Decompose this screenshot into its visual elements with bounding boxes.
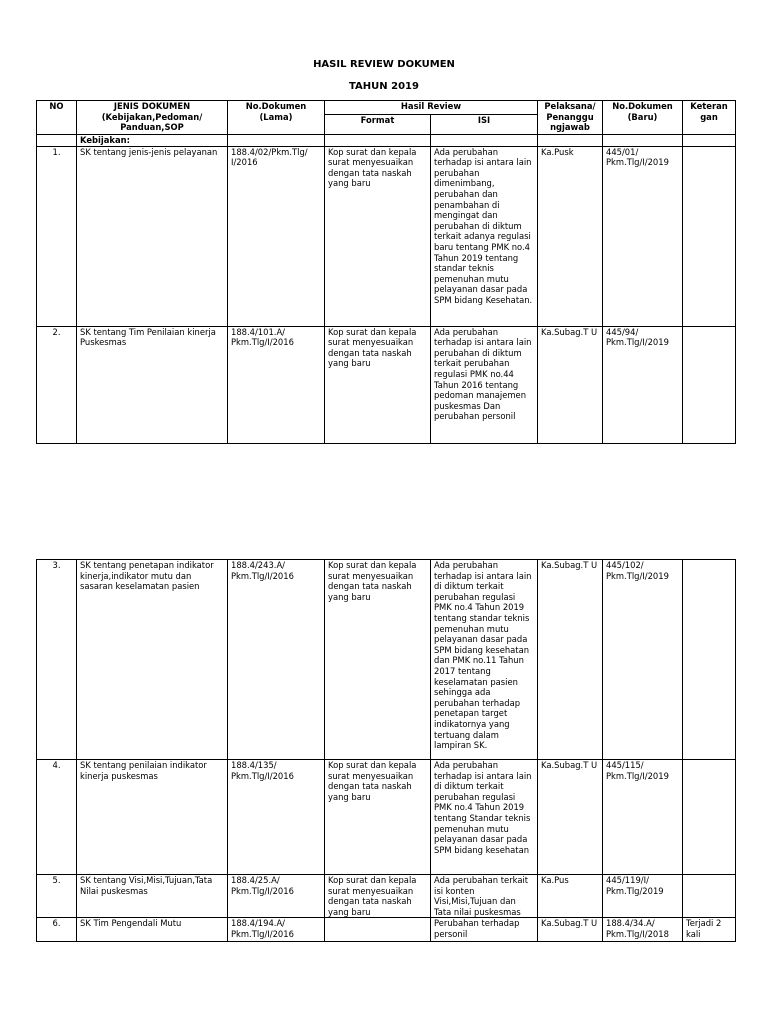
row-no-baru: 445/01/ Pkm.Tlg/I/2019 [603, 146, 683, 326]
row-format: Kop surat dan kepala surat menyesuaikan dengan tata naskah yang baru [325, 326, 431, 443]
row-no: 4. [37, 760, 77, 875]
row-isi: Perubahan terhadap personil [431, 918, 538, 942]
row-isi: Ada perubahan terkait isi konten Visi,Misi,Tujuan dan Tata nilai puskesmas [431, 875, 538, 918]
row-isi: Ada perubahan terhadap isi antara lain perubahan dimenimbang, perubahan dan penambahan di mengingat dan perubahan di diktum terkait adanya regulasi baru tentang PMK no.4 Tahun 2019 tentang standar teknis pemenuhan mutu pelayanan dasar pada SPM bidang Kesehatan. [431, 146, 538, 326]
row-format: Kop surat dan kepala surat menyesuaikan dengan tata naskah yang baru [325, 146, 431, 326]
row-pelaksana: Ka.Subag.T U [538, 760, 603, 875]
row-pelaksana: Ka.Subag.T U [538, 326, 603, 443]
row-jenis: SK tentang Visi,Misi,Tujuan,Tata Nilai puskesmas [77, 875, 228, 918]
row-no: 3. [37, 560, 77, 760]
row-keterangan [683, 760, 736, 875]
header-no: NO [37, 101, 77, 135]
row-no-baru: 188.4/34.A/ Pkm.Tlg/I/2018 [603, 918, 683, 942]
row-format [325, 918, 431, 942]
row-jenis: SK tentang penetapan indikator kinerja,indikator mutu dan sasaran keselamatan pasien [77, 560, 228, 760]
table-row [37, 875, 736, 918]
row-keterangan [683, 560, 736, 760]
row-format: Kop surat dan kepala surat menyesuaikan dengan tata naskah yang baru [325, 560, 431, 760]
table-row [37, 146, 736, 326]
row-isi: Ada perubahan terhadap isi antara lain di diktum terkait perubahan regulasi PMK no.4 Tahun 2019 tentang standar teknis pemenuhan mutu pelayanan dasar pada SPM bidang kesehatan dan PMK no.11 Tahun 2017 tentang keselamatan pasien sehingga ada perubahan terhadap penetapan target indikatornya yang tertuang dalam lampiran SK. [431, 560, 538, 760]
row-no-lama: 188.4/194.A/ Pkm.Tlg/I/2016 [228, 918, 325, 942]
document-subtitle: TAHUN 2019 [349, 81, 419, 92]
section-label: Kebijakan: [77, 135, 228, 147]
header-keterangan: Keteran gan [683, 101, 736, 135]
row-format: Kop surat dan kepala surat menyesuaikan dengan tata naskah yang baru [325, 875, 431, 918]
row-jenis: SK tentang Tim Penilaian kinerja Puskesmas [77, 326, 228, 443]
row-pelaksana: Ka.Pusk [538, 146, 603, 326]
row-no-baru: 445/119/I/ Pkm.Tlg/2019 [603, 875, 683, 918]
row-jenis: SK Tim Pengendali Mutu [77, 918, 228, 942]
table-row [37, 326, 736, 443]
row-keterangan [683, 326, 736, 443]
review-table-page1 [36, 100, 736, 444]
header-isi: ISI [431, 115, 538, 135]
row-no: 6. [37, 918, 77, 942]
header-hasil-review: Hasil Review [325, 101, 538, 115]
row-pelaksana: Ka.Pus [538, 875, 603, 918]
document-title: HASIL REVIEW DOKUMEN [313, 59, 455, 70]
review-table-page2 [36, 559, 736, 942]
row-pelaksana: Ka.Subag.T U [538, 560, 603, 760]
section-no-cell [37, 135, 77, 147]
row-isi: Ada perubahan terhadap isi antara lain perubahan di diktum terkait perubahan regulasi PMK no.44 Tahun 2016 tentang pedoman manajemen puskesmas Dan perubahan personil [431, 326, 538, 443]
table-row [37, 918, 736, 942]
row-jenis: SK tentang jenis-jenis pelayanan [77, 146, 228, 326]
row-isi: Ada perubahan terhadap isi antara lain di diktum terkait perubahan regulasi PMK no.4 Tahun 2019 tentang Standar teknis pemenuhan mutu pelayanan dasar pada SPM bidang kesehatan [431, 760, 538, 875]
row-keterangan: Terjadi 2 kali [683, 918, 736, 942]
row-jenis: SK tentang penilaian indikator kinerja puskesmas [77, 760, 228, 875]
row-no-baru: 445/94/ Pkm.Tlg/I/2019 [603, 326, 683, 443]
row-no-baru: 445/115/ Pkm.Tlg/I/2019 [603, 760, 683, 875]
table-row [37, 560, 736, 760]
header-jenis-dokumen: JENIS DOKUMEN (Kebijakan,Pedoman/ Panduan,SOP [77, 101, 228, 135]
row-no: 5. [37, 875, 77, 918]
header-format: Format [325, 115, 431, 135]
row-no: 1. [37, 146, 77, 326]
row-no: 2. [37, 326, 77, 443]
header-no-dokumen-baru: No.Dokumen (Baru) [603, 101, 683, 135]
header-no-dokumen-lama: No.Dokumen (Lama) [228, 101, 325, 135]
row-no-lama: 188.4/243.A/ Pkm.Tlg/I/2016 [228, 560, 325, 760]
row-no-lama: 188.4/25.A/ Pkm.Tlg/I/2016 [228, 875, 325, 918]
header-pelaksana: Pelaksana/ Penanggu ngjawab [538, 101, 603, 135]
row-no-lama: 188.4/101.A/ Pkm.Tlg/I/2016 [228, 326, 325, 443]
row-no-baru: 445/102/ Pkm.Tlg/I/2019 [603, 560, 683, 760]
row-no-lama: 188.4/135/ Pkm.Tlg/I/2016 [228, 760, 325, 875]
row-format: Kop surat dan kepala surat menyesuaikan dengan tata naskah yang baru [325, 760, 431, 875]
row-pelaksana: Ka.Subag.T U [538, 918, 603, 942]
row-no-lama: 188.4/02/Pkm.Tlg/ I/2016 [228, 146, 325, 326]
table-row [37, 760, 736, 875]
row-keterangan [683, 146, 736, 326]
row-keterangan [683, 875, 736, 918]
